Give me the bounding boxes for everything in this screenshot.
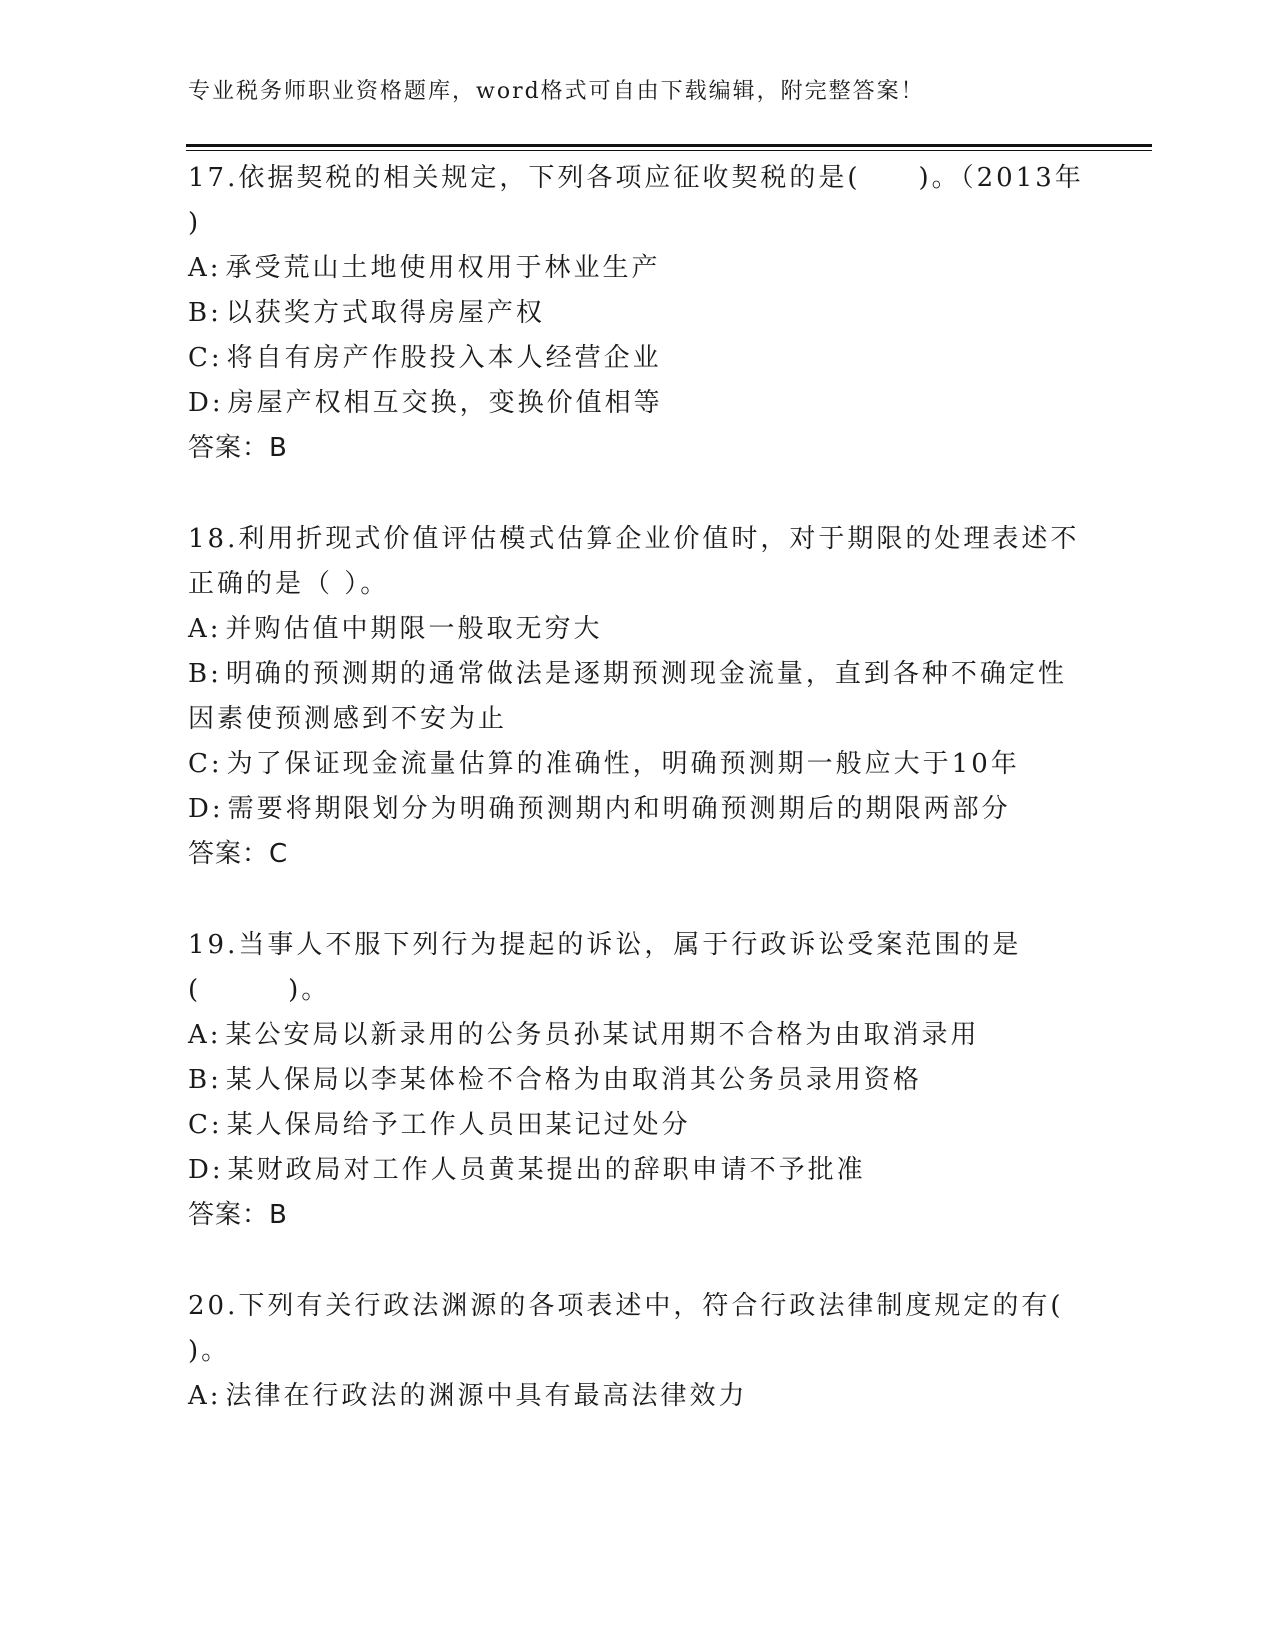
question-list — [188, 156, 1108, 1465]
option-c — [188, 336, 1108, 381]
question-19 — [188, 923, 1108, 1238]
question-stem-cont: ( )。 — [188, 975, 331, 1005]
option-text: 并购估值中期限一般取无穷大 — [225, 614, 603, 644]
option-text: 承受荒山土地使用权用于林业生产 — [225, 253, 661, 283]
option-letter: A: — [188, 1020, 222, 1050]
option-letter: C: — [188, 343, 223, 373]
option-a — [188, 607, 1108, 652]
option-letter: A: — [188, 253, 222, 283]
option-text: 某公安局以新录用的公务员孙某试用期不合格为由取消录用 — [225, 1020, 980, 1050]
option-letter: B: — [188, 1065, 222, 1095]
question-stem: 18.利用折现式价值评估模式估算企业价值时，对于期限的处理表述不 — [188, 524, 1080, 554]
page-header: 专业税务师职业资格题库，word格式可自由下载编辑，附完整答案！ — [188, 79, 925, 104]
option-letter: C: — [188, 1110, 223, 1140]
option-letter: D: — [188, 794, 224, 824]
option-text: 将自有房产作股投入本人经营企业 — [226, 343, 662, 373]
option-text: 以获奖方式取得房屋产权 — [225, 298, 545, 328]
option-c — [188, 1103, 1108, 1148]
option-letter: B: — [188, 298, 222, 328]
option-text: 某人保局以李某体检不合格为由取消其公务员录用资格 — [225, 1065, 922, 1095]
option-d — [188, 1148, 1108, 1193]
option-text: 为了保证现金流量估算的准确性，明确预测期一般应大于10年 — [226, 749, 1020, 779]
question-18 — [188, 517, 1108, 877]
option-text: 法律在行政法的渊源中具有最高法律效力 — [225, 1381, 748, 1411]
question-stem: 17.依据契税的相关规定，下列各项应征收契税的是( )。（2013年 — [188, 163, 1084, 193]
option-letter: A: — [188, 614, 222, 644]
option-c — [188, 742, 1108, 787]
option-letter: B: — [188, 659, 222, 689]
option-b — [188, 1058, 1108, 1103]
option-d — [188, 381, 1108, 426]
question-stem: 20.下列有关行政法渊源的各项表述中，符合行政法律制度规定的有( — [188, 1291, 1064, 1321]
option-a — [188, 246, 1108, 291]
answer: 答案：B — [188, 1200, 288, 1230]
question-17 — [188, 156, 1108, 471]
question-stem-cont: ) — [188, 208, 202, 238]
option-b-cont: 因素使预测感到不安为止 — [188, 704, 508, 734]
option-text: 某财政局对工作人员黄某提出的辞职申请不予批准 — [227, 1155, 866, 1185]
option-a — [188, 1374, 1108, 1419]
answer: 答案：B — [188, 433, 288, 463]
answer: 答案：C — [188, 839, 289, 869]
option-text: 房屋产权相互交换，变换价值相等 — [227, 388, 663, 418]
question-stem-cont: )。 — [188, 1336, 231, 1366]
option-d — [188, 787, 1108, 832]
option-text: 明确的预测期的通常做法是逐期预测现金流量，直到各种不确定性 — [225, 659, 1067, 689]
header-rule — [186, 144, 1152, 147]
option-b — [188, 291, 1108, 336]
option-a — [188, 1013, 1108, 1058]
option-letter: C: — [188, 749, 223, 779]
option-letter: D: — [188, 388, 224, 418]
option-letter: D: — [188, 1155, 224, 1185]
question-stem-cont: 正确的是（ ）。 — [188, 569, 390, 599]
option-text: 需要将期限划分为明确预测期内和明确预测期后的期限两部分 — [227, 794, 1011, 824]
option-b — [188, 652, 1108, 697]
question-stem: 19.当事人不服下列行为提起的诉讼，属于行政诉讼受案范围的是 — [188, 930, 1022, 960]
question-20 — [188, 1284, 1108, 1419]
option-text: 某人保局给予工作人员田某记过处分 — [226, 1110, 691, 1140]
option-letter: A: — [188, 1381, 222, 1411]
